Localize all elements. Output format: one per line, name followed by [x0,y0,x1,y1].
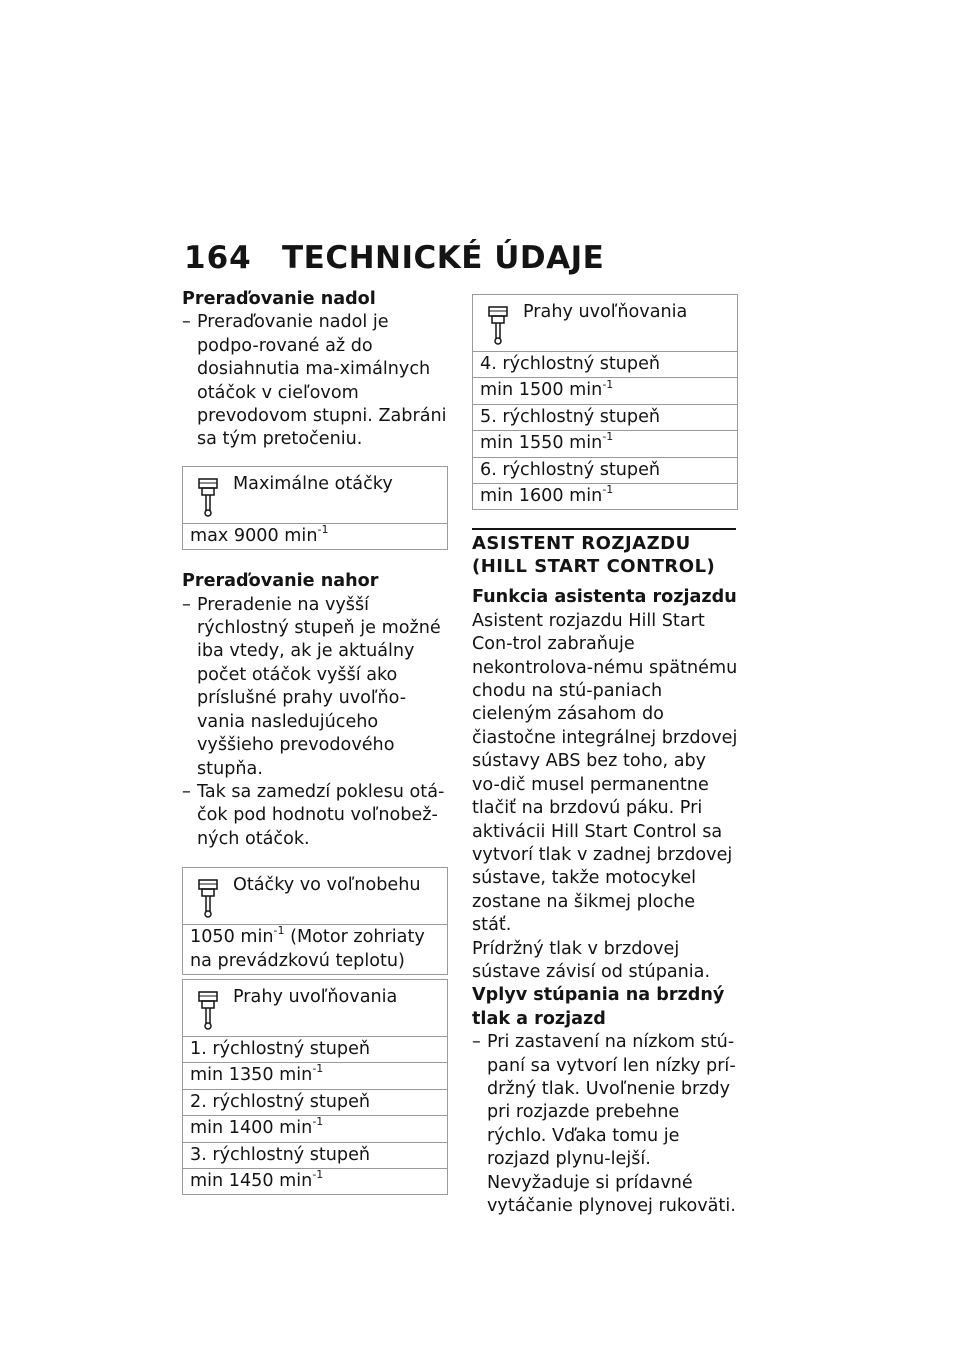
list-item-text: Pri zastavení na nízkom stú-paní sa vytvorí len nízky prí-držný tlak. Uvoľnenie brzdy pri rozjazde prebehne rýchlo. Vďaka tomu je rozjazd plynu-lejší. Nevyžaduje si prídavné vytáčanie plynovej rukoväti. [487,1032,736,1216]
spec-title: Otáčky vo voľnobehu [233,875,421,896]
spec-row-gear: 1. rýchlostný stupeň [183,1037,447,1063]
spec-row-value: min 1500 $\min^{-1}$ [473,378,737,404]
spec-table-idle [182,867,448,975]
spec-row-value: min 1400 $\min^{-1}$ [183,1116,447,1142]
spec-row-gear: 2. rýchlostný stupeň [183,1090,447,1116]
paragraph: Prídržný tlak v brzdovej sústave závisí od stúpania. [472,938,711,982]
list-item [472,1031,738,1218]
spec-header [473,295,737,352]
dash: – [182,312,191,333]
list-item-text: Tak sa zamedzí poklesu otá-čok pod hodnotu voľnobež-ných otáčok. [197,781,445,849]
subheading-downshift: Preraďovanie nadol [182,289,376,309]
left-column [182,288,448,1195]
page-number: 164 [184,240,252,276]
dash: – [472,1032,481,1053]
spec-row-value: min 1550 $\min^{-1}$ [473,431,737,457]
list-item-text: Preradenie na vyšší rýchlostný stupeň je možné iba vtedy, ak je aktuálny počet otáčok vyšší ako príslušné prahy uvoľňo-vania nasledujúceho vyššieho prevodového stupňa. [197,594,441,779]
section-title-line: ASISTENT ROZJAZDU [472,533,691,555]
spec-table-thresholds-1-3 [182,979,448,1195]
spec-table-thresholds-4-6 [472,294,738,510]
subheading-upshift: Preraďovanie nahor [182,571,379,592]
spec-header [183,467,447,524]
subheading-slope-influence: Vplyv stúpania na brzdný tlak a rozjazd [472,985,725,1029]
list-item [182,594,448,781]
spec-row-value: min 1450 $\min^{-1}$ [190,1168,324,1191]
page-title: TECHNICKÉ ÚDAJE [282,240,605,276]
engine-piston-icon [487,305,509,345]
spec-row-gear: 6. rýchlostný stupeň [473,458,737,484]
engine-piston-icon [197,477,219,517]
paragraph: Asistent rozjazdu Hill Start Con-trol zabraňuje nekontrolova-nému spätnému chodu na stú-paniach cieleným zásahom do čiastočne integrálnej brzdovej sústavy ABS bez toho, aby vo-dič musel permanentne tlačiť na brzdovú páku. Pri aktivácii Hill Start Control sa vytvorí tlak v zadnej brzdovej sústave, takže motocykel zostane na šikmej ploche stáť. [472,610,738,936]
spec-row-value: min 1600 $\min^{-1}$ [480,483,614,507]
spec-header [183,980,447,1037]
spec-row-gear: 3. rýchlostný stupeň [183,1143,447,1169]
spec-header [183,868,447,925]
spec-title: Prahy uvoľňovania [233,986,398,1007]
section-title [472,532,738,578]
spec-table-max-rpm [182,466,448,550]
list-item-text: Preraďovanie nadol je podpo-rované až do dosiahnutia ma-ximálnych otáčok v cieľovom prevodovom stupni. Zabráni sa tým pretočeniu. [197,312,447,450]
right-column [472,294,738,1218]
spec-row-gear: 4. rýchlostný stupeň [473,352,737,378]
spec-title: Maximálne otáčky [233,473,393,494]
dash: – [182,594,191,615]
spec-row-value: min 1350 $\min^{-1}$ [183,1063,447,1089]
spec-value: max 9000 $\min^{-1}$ [190,522,329,546]
spec-title: Prahy uvoľňovania [523,302,688,322]
engine-piston-icon [197,990,219,1030]
section-divider [472,528,736,530]
page-header [184,240,604,276]
spec-row-gear: 5. rýchlostný stupeň [473,405,737,431]
list-item [182,781,448,851]
subheading-function: Funkcia asistenta rozjazdu [472,587,737,608]
dash: – [182,781,191,802]
section-title-line: (HILL START CONTROL) [472,556,716,578]
list-item [182,311,448,451]
engine-piston-icon [197,878,219,918]
spec-value: 1050 $\min^{-1}$ (Motor zohriaty na prevádzkovú teplotu) [190,924,425,971]
